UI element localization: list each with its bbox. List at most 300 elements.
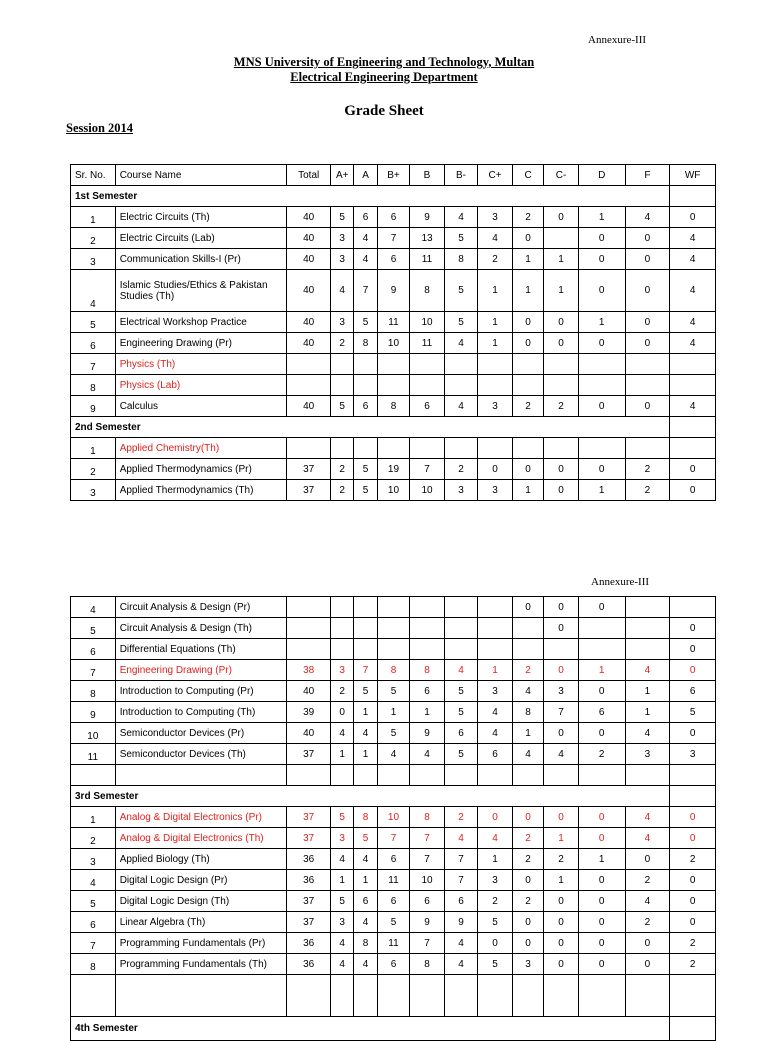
grade-cell: 4 <box>625 660 670 681</box>
table-row <box>71 639 716 660</box>
grade-cell: 9 <box>444 912 478 933</box>
grade-cell: 3 <box>544 681 579 702</box>
total-cell: 36 <box>287 849 331 870</box>
table-row <box>71 438 716 459</box>
grade-cell: 4 <box>354 954 377 975</box>
total-cell: 37 <box>287 912 331 933</box>
grade-cell: 3 <box>478 480 513 501</box>
grade-cell: 8 <box>410 270 445 312</box>
page-title: Grade Sheet <box>344 103 424 119</box>
course-name: Engineering Drawing (Pr) <box>115 660 287 681</box>
grade-cell: 2 <box>331 333 354 354</box>
grade-cell: 0 <box>670 639 716 660</box>
column-header: Total <box>287 165 331 186</box>
total-cell: 37 <box>287 744 331 765</box>
grade-cell: 4 <box>512 681 543 702</box>
grade-cell: 19 <box>377 459 410 480</box>
grade-cell <box>331 597 354 618</box>
total-cell: 36 <box>287 870 331 891</box>
grade-cell: 0 <box>578 870 625 891</box>
grade-cell: 0 <box>670 828 716 849</box>
grade-cell: 1 <box>544 828 579 849</box>
grade-cell: 3 <box>331 828 354 849</box>
grade-cell: 5 <box>331 807 354 828</box>
grade-cell: 1 <box>544 270 579 312</box>
grade-cell <box>625 438 670 459</box>
grade-cell <box>331 438 354 459</box>
grade-cell: 1 <box>410 702 445 723</box>
grade-cell: 8 <box>354 333 377 354</box>
grade-cell <box>512 639 543 660</box>
grade-cell: 11 <box>377 870 410 891</box>
serial-number: 3 <box>71 480 116 501</box>
empty-cell <box>670 765 716 786</box>
serial-number: 1 <box>71 438 116 459</box>
table-row <box>71 354 716 375</box>
grade-cell: 2 <box>478 249 513 270</box>
serial-number: 1 <box>71 807 116 828</box>
serial-number: 9 <box>71 702 116 723</box>
grade-cell <box>331 618 354 639</box>
table-row <box>71 912 716 933</box>
course-name: Semiconductor Devices (Th) <box>115 744 287 765</box>
grade-cell: 5 <box>354 459 377 480</box>
grade-cell: 5 <box>331 396 354 417</box>
grade-cell: 5 <box>377 681 410 702</box>
grade-cell: 3 <box>478 207 513 228</box>
grade-cell: 6 <box>478 744 513 765</box>
grade-cell: 6 <box>377 891 410 912</box>
grade-cell: 2 <box>331 681 354 702</box>
grade-cell: 7 <box>544 702 579 723</box>
grade-cell: 2 <box>670 954 716 975</box>
column-header: C- <box>544 165 579 186</box>
grade-cell: 13 <box>410 228 445 249</box>
table-row <box>71 744 716 765</box>
grade-cell: 0 <box>478 807 513 828</box>
grade-cell <box>578 639 625 660</box>
grade-cell: 4 <box>354 849 377 870</box>
grade-cell: 4 <box>478 723 513 744</box>
grade-cell: 7 <box>410 849 445 870</box>
grade-cell: 2 <box>444 807 478 828</box>
grade-cell: 3 <box>478 681 513 702</box>
grade-cell: 8 <box>512 702 543 723</box>
grade-cell: 2 <box>512 660 543 681</box>
table-row <box>71 459 716 480</box>
course-name: Analog & Digital Electronics (Th) <box>115 828 287 849</box>
total-cell: 40 <box>287 228 331 249</box>
grade-cell: 6 <box>377 954 410 975</box>
table-row <box>71 597 716 618</box>
table-row <box>71 618 716 639</box>
serial-number: 4 <box>71 270 116 312</box>
semester-label: 4th Semester <box>71 1017 670 1041</box>
table-row <box>71 933 716 954</box>
partial-semester-row <box>71 1017 716 1041</box>
grade-cell <box>544 639 579 660</box>
grade-cell: 0 <box>544 807 579 828</box>
grade-cell: 0 <box>670 480 716 501</box>
grade-cell: 8 <box>410 660 445 681</box>
grade-cell: 0 <box>544 207 579 228</box>
grade-cell: 1 <box>478 333 513 354</box>
course-name: Calculus <box>115 396 287 417</box>
grade-cell: 0 <box>578 270 625 312</box>
grade-cell: 6 <box>410 681 445 702</box>
course-name: Programming Fundamentals (Pr) <box>115 933 287 954</box>
empty-cell <box>377 765 410 786</box>
grade-cell: 0 <box>578 891 625 912</box>
annexure-label-page-2: Annexure-III <box>591 576 650 588</box>
semester-label: 1st Semester <box>71 186 670 207</box>
serial-number: 8 <box>71 954 116 975</box>
grade-cell: 9 <box>410 723 445 744</box>
column-header: F <box>625 165 670 186</box>
column-header: B <box>410 165 445 186</box>
empty-cell <box>478 765 513 786</box>
grade-cell: 1 <box>478 849 513 870</box>
grade-cell: 0 <box>670 459 716 480</box>
grade-cell: 3 <box>625 744 670 765</box>
course-name: Applied Thermodynamics (Th) <box>115 480 287 501</box>
grade-cell: 4 <box>670 312 716 333</box>
grade-cell: 11 <box>410 333 445 354</box>
serial-number: 9 <box>71 396 116 417</box>
grade-cell: 2 <box>625 459 670 480</box>
course-name: Physics (Th) <box>115 354 287 375</box>
serial-number: 8 <box>71 375 116 396</box>
grade-cell: 4 <box>670 228 716 249</box>
grade-cell: 1 <box>578 660 625 681</box>
grade-cell: 0 <box>578 249 625 270</box>
grade-cell: 4 <box>670 396 716 417</box>
course-name: Programming Fundamentals (Th) <box>115 954 287 975</box>
grade-cell: 0 <box>670 870 716 891</box>
course-name: Digital Logic Design (Pr) <box>115 870 287 891</box>
grade-cell: 5 <box>444 681 478 702</box>
grade-cell <box>544 375 579 396</box>
course-name: Circuit Analysis & Design (Pr) <box>115 597 287 618</box>
grade-cell: 0 <box>512 870 543 891</box>
grade-cell: 7 <box>377 228 410 249</box>
grade-cell: 4 <box>625 828 670 849</box>
grade-cell: 2 <box>544 396 579 417</box>
total-cell <box>287 639 331 660</box>
grade-cell: 1 <box>512 723 543 744</box>
grade-cell: 3 <box>478 870 513 891</box>
grade-cell: 5 <box>377 723 410 744</box>
empty-cell <box>287 975 331 1017</box>
grade-cell: 4 <box>670 270 716 312</box>
table-row <box>71 249 716 270</box>
grade-cell: 0 <box>578 333 625 354</box>
table-row <box>71 270 716 312</box>
column-header: D <box>578 165 625 186</box>
grade-cell: 0 <box>625 270 670 312</box>
empty-cell <box>512 765 543 786</box>
grade-cell <box>478 438 513 459</box>
course-name: Engineering Drawing (Pr) <box>115 333 287 354</box>
grade-cell: 0 <box>478 459 513 480</box>
table-row <box>71 312 716 333</box>
serial-number: 2 <box>71 459 116 480</box>
grade-cell: 2 <box>331 480 354 501</box>
university-name: MNS University of Engineering and Technology, Multan <box>233 55 535 69</box>
serial-number: 5 <box>71 891 116 912</box>
grade-cell: 4 <box>354 723 377 744</box>
empty-cell <box>625 765 670 786</box>
course-name: Islamic Studies/Ethics & Pakistan Studies (Th) <box>115 270 287 312</box>
total-cell: 37 <box>287 807 331 828</box>
grade-cell: 5 <box>444 228 478 249</box>
grade-cell <box>670 375 716 396</box>
grade-cell: 0 <box>625 249 670 270</box>
grade-cell: 6 <box>578 702 625 723</box>
grade-cell <box>544 354 579 375</box>
grade-cell: 0 <box>578 597 625 618</box>
course-name: Applied Chemistry(Th) <box>115 438 287 459</box>
grade-cell: 4 <box>444 396 478 417</box>
grade-cell: 8 <box>410 807 445 828</box>
table-row <box>71 702 716 723</box>
total-cell <box>287 375 331 396</box>
grade-cell: 10 <box>377 333 410 354</box>
total-cell: 40 <box>287 723 331 744</box>
grade-cell: 4 <box>444 333 478 354</box>
empty-cell <box>444 975 478 1017</box>
table-row <box>71 828 716 849</box>
grade-cell: 11 <box>410 249 445 270</box>
grade-cell <box>444 375 478 396</box>
grade-cell: 8 <box>410 954 445 975</box>
serial-number: 6 <box>71 912 116 933</box>
empty-cell <box>331 765 354 786</box>
grade-cell: 1 <box>578 312 625 333</box>
grade-cell: 4 <box>478 702 513 723</box>
grade-cell: 4 <box>625 807 670 828</box>
grade-cell: 4 <box>444 954 478 975</box>
grade-cell: 0 <box>578 807 625 828</box>
grade-cell: 4 <box>331 723 354 744</box>
grade-cell <box>478 639 513 660</box>
grade-cell <box>354 438 377 459</box>
grade-cell: 4 <box>625 207 670 228</box>
empty-cell <box>287 765 331 786</box>
grade-cell: 3 <box>512 954 543 975</box>
grade-cell: 4 <box>331 933 354 954</box>
grade-cell: 3 <box>331 912 354 933</box>
grade-cell: 4 <box>478 828 513 849</box>
grade-cell: 0 <box>625 933 670 954</box>
grade-cell <box>377 639 410 660</box>
course-name: Circuit Analysis & Design (Th) <box>115 618 287 639</box>
empty-cell <box>71 975 116 1017</box>
empty-cell <box>670 1017 716 1041</box>
grade-cell <box>377 438 410 459</box>
total-cell: 37 <box>287 459 331 480</box>
total-cell <box>287 354 331 375</box>
grade-cell: 2 <box>512 396 543 417</box>
grade-cell <box>354 618 377 639</box>
grade-cell <box>478 618 513 639</box>
grade-cell <box>377 375 410 396</box>
empty-cell <box>410 975 445 1017</box>
grade-cell: 1 <box>478 270 513 312</box>
session-label: Session 2014 <box>66 121 134 135</box>
grade-cell: 4 <box>544 744 579 765</box>
empty-cell <box>444 765 478 786</box>
grade-cell: 4 <box>625 891 670 912</box>
serial-number: 7 <box>71 354 116 375</box>
grade-cell <box>478 354 513 375</box>
grade-cell <box>444 639 478 660</box>
serial-number: 3 <box>71 249 116 270</box>
empty-cell <box>544 975 579 1017</box>
grade-cell: 0 <box>544 618 579 639</box>
empty-cell <box>512 975 543 1017</box>
grade-cell: 6 <box>410 396 445 417</box>
grade-cell: 0 <box>544 312 579 333</box>
grade-cell: 6 <box>410 891 445 912</box>
total-cell: 36 <box>287 933 331 954</box>
grade-cell: 0 <box>512 597 543 618</box>
empty-cell <box>544 765 579 786</box>
grade-cell: 4 <box>512 744 543 765</box>
grade-cell: 7 <box>410 933 445 954</box>
table-row <box>71 723 716 744</box>
empty-cell <box>115 975 287 1017</box>
grade-cell: 5 <box>670 702 716 723</box>
total-cell <box>287 597 331 618</box>
grade-cell <box>377 618 410 639</box>
grade-cell: 0 <box>544 459 579 480</box>
grade-cell: 4 <box>331 270 354 312</box>
empty-cell <box>478 975 513 1017</box>
grade-cell: 2 <box>331 459 354 480</box>
annexure-label: Annexure-III <box>588 34 647 46</box>
grade-cell: 0 <box>512 807 543 828</box>
grade-cell: 0 <box>578 723 625 744</box>
grade-cell: 7 <box>444 870 478 891</box>
grade-cell: 8 <box>377 660 410 681</box>
total-cell: 37 <box>287 828 331 849</box>
grade-cell: 0 <box>670 807 716 828</box>
grade-cell <box>578 375 625 396</box>
grade-cell: 8 <box>444 249 478 270</box>
grade-cell: 0 <box>625 312 670 333</box>
grade-cell: 8 <box>354 933 377 954</box>
grade-cell: 0 <box>625 849 670 870</box>
serial-number: 6 <box>71 639 116 660</box>
grade-cell <box>444 438 478 459</box>
column-header: C+ <box>478 165 513 186</box>
total-cell: 40 <box>287 270 331 312</box>
grade-cell: 1 <box>578 849 625 870</box>
grade-cell: 1 <box>578 207 625 228</box>
grade-cell: 2 <box>478 891 513 912</box>
table-row <box>71 333 716 354</box>
grade-cell: 0 <box>670 207 716 228</box>
serial-number: 5 <box>71 618 116 639</box>
total-cell: 37 <box>287 480 331 501</box>
grade-cell: 6 <box>377 249 410 270</box>
grade-cell: 4 <box>331 954 354 975</box>
grade-cell: 0 <box>544 333 579 354</box>
grade-cell <box>444 618 478 639</box>
grade-cell: 9 <box>410 207 445 228</box>
grade-cell <box>625 354 670 375</box>
total-cell: 40 <box>287 333 331 354</box>
grade-cell <box>512 438 543 459</box>
grade-cell: 2 <box>670 933 716 954</box>
grade-cell <box>578 354 625 375</box>
grade-cell: 3 <box>670 744 716 765</box>
column-header: B- <box>444 165 478 186</box>
serial-number: 11 <box>71 744 116 765</box>
grade-cell: 2 <box>625 870 670 891</box>
table-row <box>71 375 716 396</box>
column-header: Sr. No. <box>71 165 116 186</box>
grade-cell <box>670 597 716 618</box>
grade-cell: 0 <box>544 480 579 501</box>
grade-cell: 0 <box>478 933 513 954</box>
grade-cell: 0 <box>670 618 716 639</box>
grade-cell <box>625 618 670 639</box>
empty-cell <box>331 975 354 1017</box>
grade-cell: 4 <box>625 723 670 744</box>
serial-number: 5 <box>71 312 116 333</box>
table-row <box>71 660 716 681</box>
grade-cell <box>478 375 513 396</box>
total-cell: 39 <box>287 702 331 723</box>
grade-cell: 3 <box>478 396 513 417</box>
grade-cell: 9 <box>377 270 410 312</box>
grade-cell <box>444 354 478 375</box>
grade-cell: 1 <box>625 681 670 702</box>
grade-cell: 10 <box>410 480 445 501</box>
table-row <box>71 681 716 702</box>
column-header: A+ <box>331 165 354 186</box>
grade-cell: 4 <box>478 228 513 249</box>
grade-cell: 0 <box>544 597 579 618</box>
grade-cell: 0 <box>625 333 670 354</box>
grade-cell: 7 <box>444 849 478 870</box>
grade-cell: 0 <box>331 702 354 723</box>
grade-cell: 1 <box>478 660 513 681</box>
grade-cell <box>377 597 410 618</box>
grade-cell <box>625 597 670 618</box>
grade-cell: 1 <box>625 702 670 723</box>
grade-cell: 0 <box>544 723 579 744</box>
course-name: Applied Thermodynamics (Pr) <box>115 459 287 480</box>
grade-cell <box>670 438 716 459</box>
grade-cell <box>625 375 670 396</box>
grade-table-page-2 <box>70 596 716 1041</box>
grade-cell <box>410 375 445 396</box>
grade-cell <box>331 375 354 396</box>
grade-cell: 2 <box>625 480 670 501</box>
grade-cell: 5 <box>444 270 478 312</box>
grade-cell: 6 <box>354 207 377 228</box>
total-cell: 40 <box>287 207 331 228</box>
grade-cell: 0 <box>578 459 625 480</box>
grade-cell: 7 <box>354 660 377 681</box>
grade-cell: 7 <box>377 828 410 849</box>
course-name: Analog & Digital Electronics (Pr) <box>115 807 287 828</box>
grade-cell: 0 <box>544 912 579 933</box>
grade-cell: 11 <box>377 312 410 333</box>
